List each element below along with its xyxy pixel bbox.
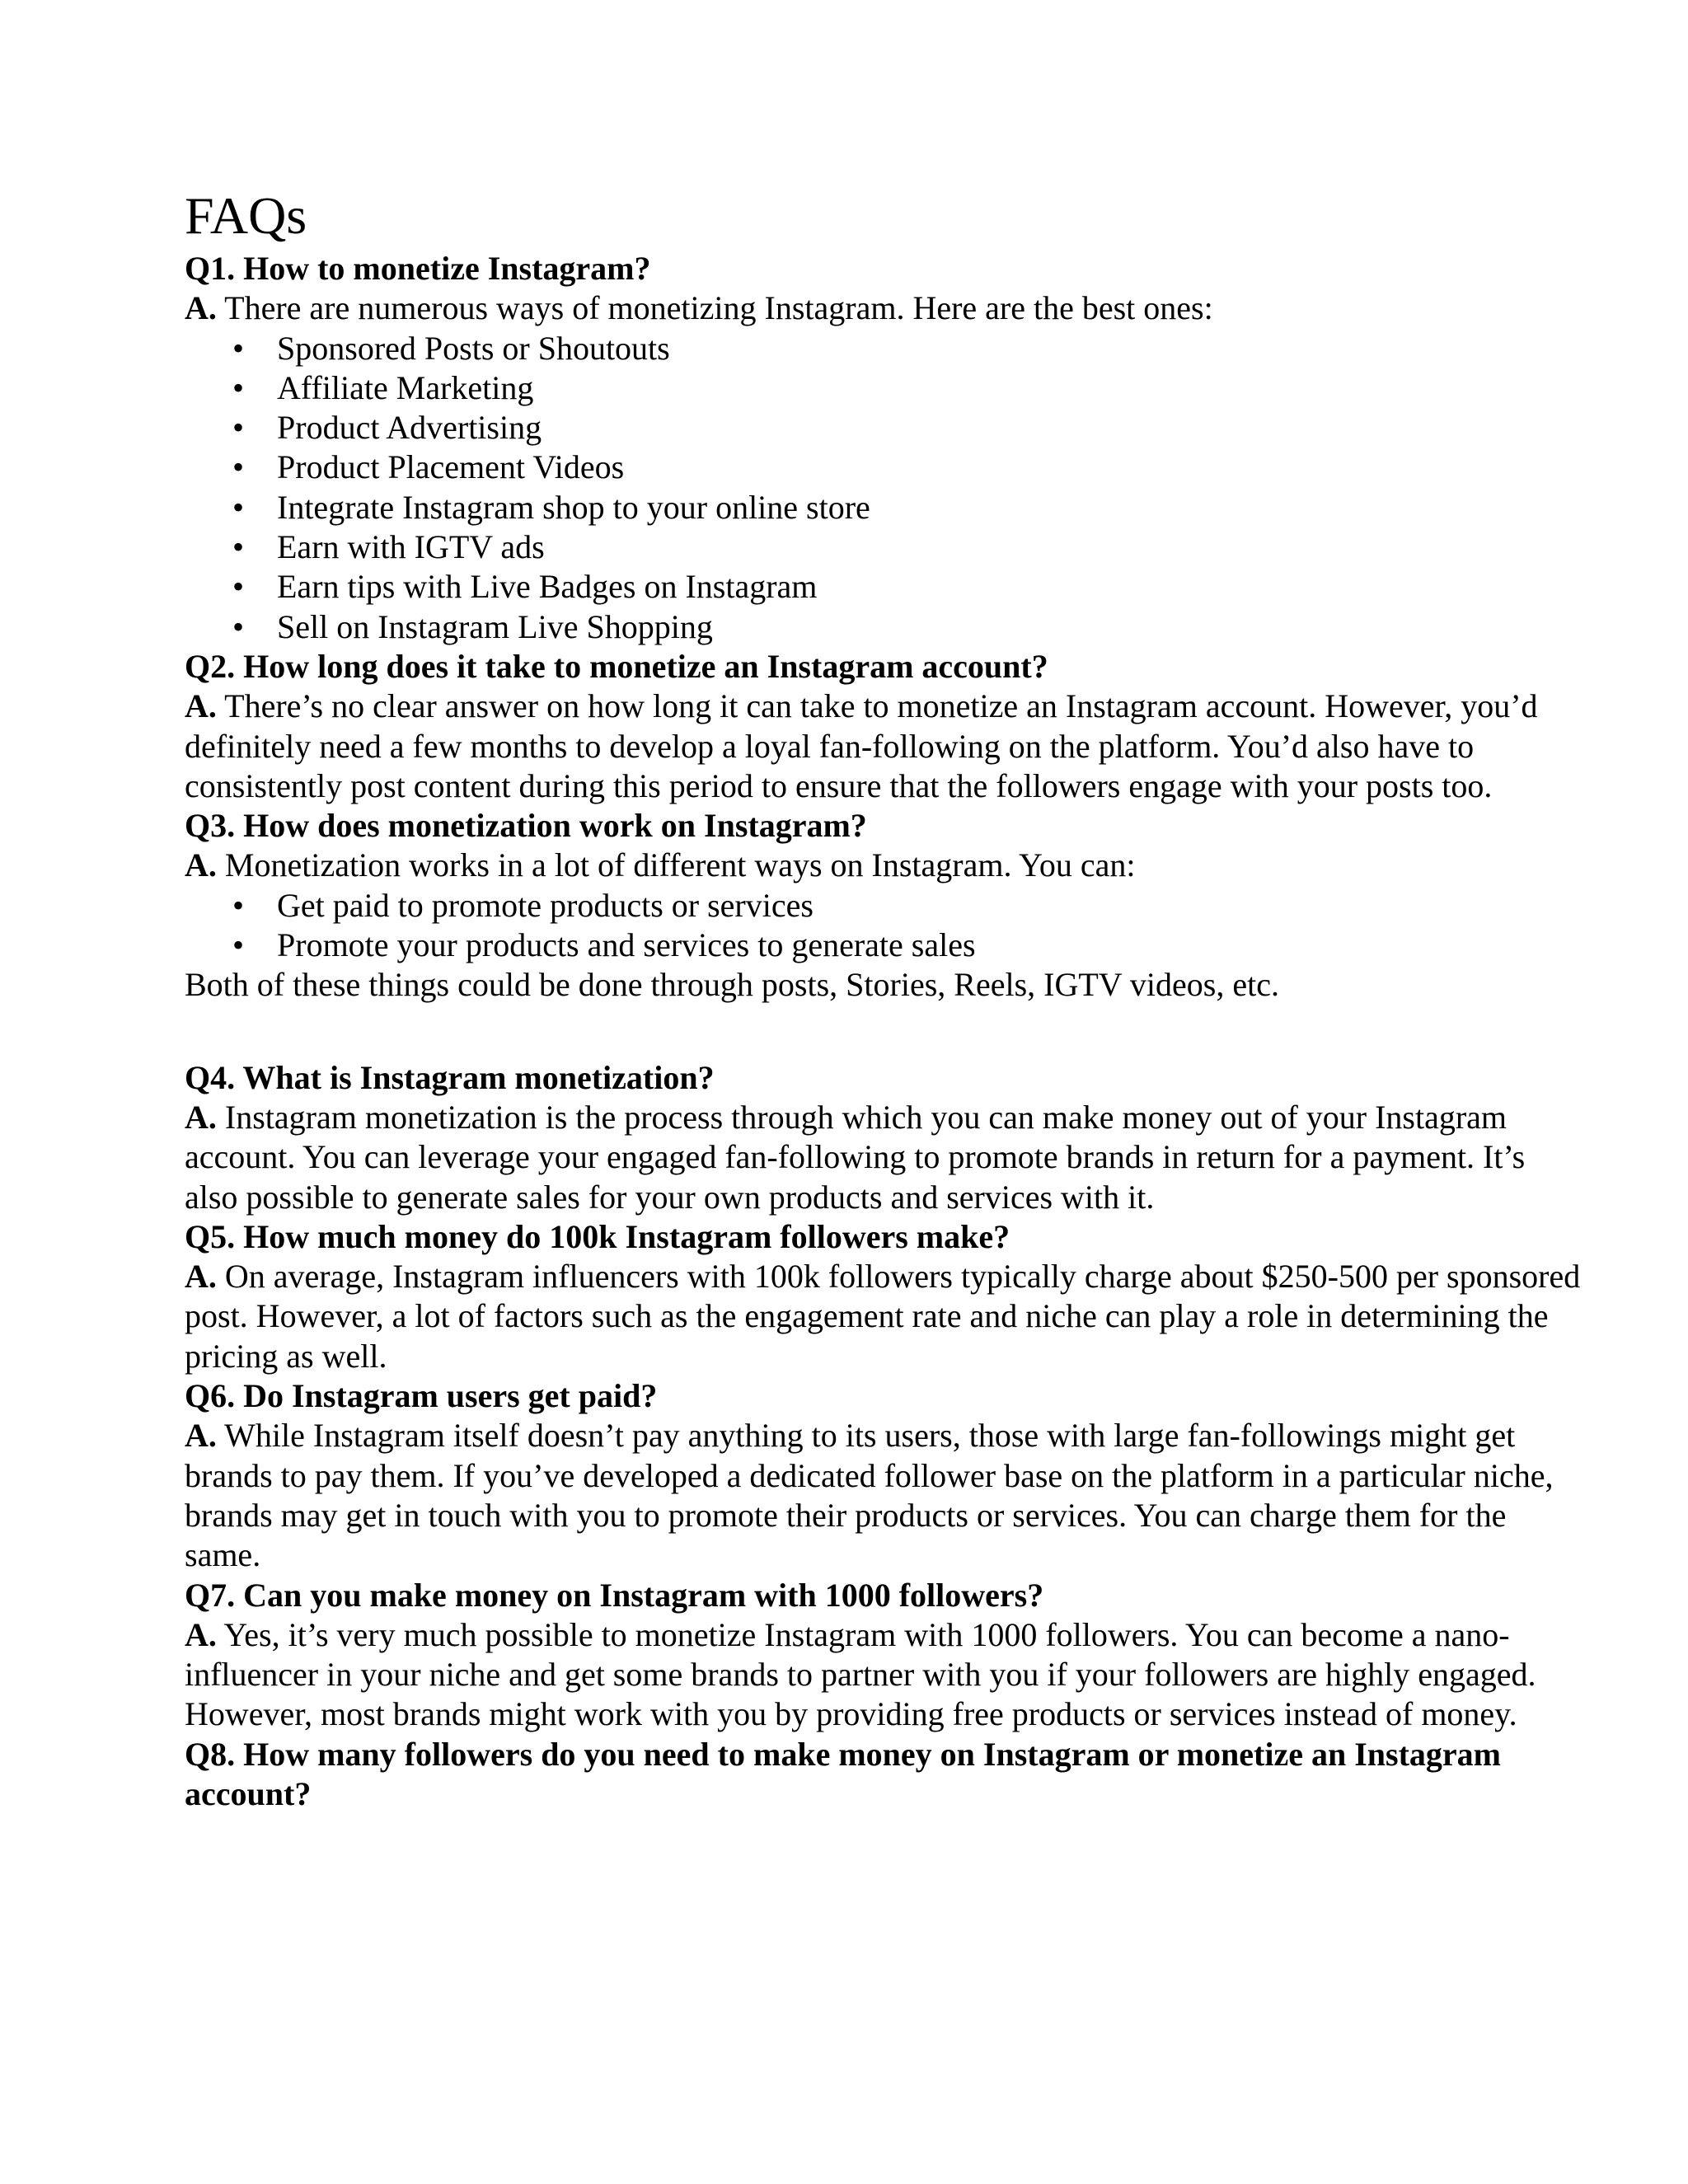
faq-answer-1 (185, 288, 1586, 328)
answer-label: A. (185, 846, 217, 884)
faq-answer-5 (185, 1257, 1586, 1376)
answer-text: Yes, it’s very much possible to monetize Instagram with 1000 followers. You can become a nano-influencer in your niche and get some brands to partner with you if your followers are highly engaged. However, most brands might work with you by providing free products or services instead of money. (185, 1615, 1536, 1733)
bullet-icon: • (232, 488, 245, 526)
faq-answer-4 (185, 1098, 1586, 1217)
faq-question-7: Q7. Can you make money on Instagram with 1000 followers? (185, 1576, 1044, 1614)
faq-question-5: Q5. How much money do 100k Instagram followers make? (185, 1217, 1010, 1255)
bullet-icon: • (232, 329, 245, 367)
list-item: • Sell on Instagram Live Shopping (185, 607, 1586, 647)
bullet-icon: • (232, 886, 245, 924)
list-item: • Product Placement Videos (185, 448, 1586, 487)
bullet-icon: • (232, 409, 245, 447)
list-item: • Promote your products and services to generate sales (185, 926, 1586, 965)
bullet-icon: • (232, 926, 245, 964)
faq-question-8: Q8. How many followers do you need to make money on Instagram or monetize an Instagram account? (185, 1735, 1501, 1812)
answer-label: A. (185, 1417, 217, 1455)
faq-question-4: Q4. What is Instagram monetization? (185, 1058, 715, 1096)
page-title: FAQs (185, 186, 307, 245)
bullet-icon: • (232, 368, 245, 406)
faq-answer-3-trailing: Both of these things could be done through posts, Stories, Reels, IGTV videos, etc. (185, 966, 1279, 1004)
faq-question-3: Q3. How does monetization work on Instagram? (185, 807, 867, 845)
monetization-methods-list (185, 329, 1586, 647)
faq-document (185, 183, 1586, 1814)
bullet-icon: • (232, 528, 245, 566)
list-item: • Product Advertising (185, 408, 1586, 448)
answer-label: A. (185, 1615, 217, 1653)
faq-question-6: Q6. Do Instagram users get paid? (185, 1377, 658, 1415)
answer-text: There are numerous ways of monetizing Instagram. Here are the best ones: (216, 289, 1213, 327)
bullet-icon: • (232, 607, 245, 645)
answer-text: There’s no clear answer on how long it can take to monetize an Instagram account. However, you’d definitely need a few months to develop a loyal fan-following on the platform. You’d also have to consistently post content during this period to ensure that the followers engage with your posts too. (185, 687, 1538, 804)
faq-answer-3 (185, 846, 1586, 885)
list-item: • Get paid to promote products or services (185, 886, 1586, 926)
bullet-icon: • (232, 568, 245, 606)
faq-answer-6 (185, 1416, 1586, 1575)
answer-label: A. (185, 1098, 217, 1136)
list-item: • Affiliate Marketing (185, 368, 1586, 408)
faq-answer-2 (185, 687, 1586, 806)
faq-answer-7 (185, 1615, 1586, 1735)
list-item: • Sponsored Posts or Shoutouts (185, 329, 1586, 368)
faq-question-2: Q2. How long does it take to monetize an Instagram account? (185, 647, 1048, 685)
list-item: • Earn with IGTV ads (185, 527, 1586, 567)
answer-text: Instagram monetization is the process through which you can make money out of your Instagram account. You can leverage your engaged fan-following to promote brands in return for a payment. It’s also possible to generate sales for your own products and services with it. (185, 1098, 1526, 1216)
bullet-icon: • (232, 448, 245, 486)
answer-label: A. (185, 687, 217, 725)
monetization-options-list (185, 886, 1586, 966)
answer-text: On average, Instagram influencers with 100k followers typically charge about $250-500 per sponsored post. However, a lot of factors such as the engagement rate and niche can play a role in determining the pricing as well. (185, 1258, 1581, 1375)
answer-text: Monetization works in a lot of different ways on Instagram. You can: (216, 846, 1136, 884)
section-spacer (185, 1005, 1586, 1058)
list-item: • Integrate Instagram shop to your online store (185, 488, 1586, 527)
answer-text: While Instagram itself doesn’t pay anything to its users, those with large fan-followings might get brands to pay them. If you’ve developed a dedicated follower base on the platform in a particular niche, brands may get in touch with you to promote their products or services. You can charge them for the same. (185, 1417, 1554, 1574)
answer-label: A. (185, 289, 217, 327)
answer-label: A. (185, 1258, 217, 1296)
faq-question-1: Q1. How to monetize Instagram? (185, 250, 651, 287)
list-item: • Earn tips with Live Badges on Instagram (185, 567, 1586, 607)
